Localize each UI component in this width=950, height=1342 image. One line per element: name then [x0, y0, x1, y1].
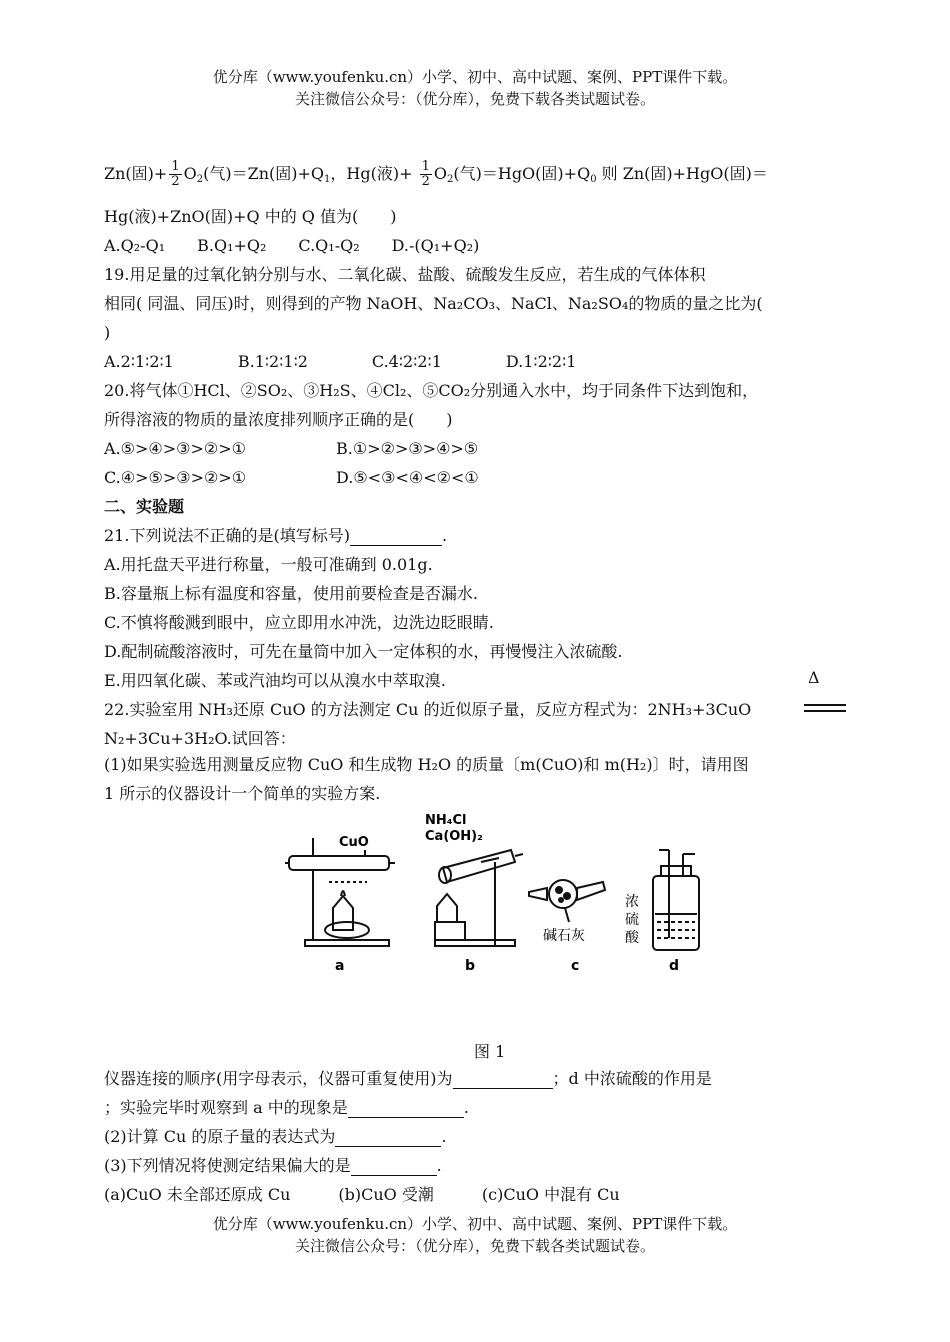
q18-options: A.Q₂-Q₁ B.Q₁+Q₂ C.Q₁-Q₂ D.-(Q₁+Q₂)	[104, 236, 480, 255]
q20-line-1: 20.将气体①HCl、②SO₂、③H₂S、④Cl₂、⑤CO₂分别通入水中，均于同条件下达到饱和，	[104, 381, 759, 400]
figure-caption: 图 1	[474, 1042, 506, 1061]
q18-equation-line: Zn(固)+ $\frac{1}{2}$ $O_2$(气)＝Zn(固)$+Q_1$，Hg(液)+ $\frac{1}{2}$ $O_2$(气)＝HgO(固)$+Q_0$ 则 Zn(固)+HgO(固)＝	[104, 159, 768, 189]
q18-line-2: Hg(液)+ZnO(固)+Q 中的 Q 值为( )	[104, 207, 397, 226]
apparatus-a	[285, 838, 395, 946]
q22-answer-line-1: 仪器连接的顺序(用字母表示，仪器可重复使用)为 ；d 中浓硫酸的作用是	[104, 1069, 712, 1088]
q19-line-1: 19.用足量的过氧化钠分别与水、二氧化碳、盐酸、硫酸发生反应，若生成的气体体积	[104, 265, 706, 284]
q22-answer-line-2: ；实验完毕时观察到 a 中的现象是 .	[104, 1098, 469, 1117]
q21-option-c: C.不慎将酸溅到眼中，应立即用水冲洗，边洗边眨眼睛.	[104, 613, 494, 632]
q20-option-d: D.⑤<③<④<②<①	[336, 468, 479, 487]
q18-text: Zn(固)+	[104, 164, 168, 183]
section-title: 二、实验题	[104, 497, 185, 516]
label-conc-3: 酸	[625, 930, 639, 946]
label-cuo: CuO	[339, 835, 369, 850]
header-line-1: 优分库（www.youfenku.cn）小学、初中、高中试题、案例、PPT课件下载。	[212, 68, 738, 86]
answer-blank-bias[interactable]	[351, 1157, 437, 1176]
q20-option-b: B.①>②>③>④>⑤	[336, 439, 479, 458]
q22-line-4: 1 所示的仪器设计一个简单的实验方案.	[104, 784, 381, 803]
q19-line-3: )	[104, 323, 111, 342]
q22-part-2: (2)计算 Cu 的原子量的表达式为 .	[104, 1127, 447, 1146]
q20-line-2: 所得溶液的物质的量浓度排列顺序正确的是( )	[104, 410, 453, 429]
apparatus-c	[529, 880, 605, 922]
q21-option-e: E.用四氧化碳、苯或汽油均可以从溴水中萃取溴.	[104, 671, 446, 690]
q22-part-3: (3)下列情况将使测定结果偏大的是 .	[104, 1156, 442, 1175]
label-soda-lime: 碱石灰	[543, 928, 585, 944]
label-b: b	[465, 958, 476, 974]
label-nh4cl: NH₄Cl	[425, 813, 467, 828]
apparatus-figure	[285, 810, 705, 980]
footer-line-2: 关注微信公众号：（优分库），免费下载各类试题试卷。	[294, 1237, 655, 1255]
fraction-half-2: $\frac{1}{2}$	[421, 159, 430, 189]
q20-option-a: A.⑤>④>③>②>①	[104, 439, 246, 458]
q22-line-1: 22.实验室用 NH₃还原 CuO 的方法测定 Cu 的近似原子量，反应方程式为：2NH₃+3CuO	[104, 700, 752, 719]
label-d: d	[669, 958, 680, 974]
q21-stem: 21.下列说法不正确的是(填写标号) .	[104, 526, 448, 545]
answer-blank-phenomenon[interactable]	[348, 1099, 464, 1118]
apparatus-d	[653, 850, 699, 950]
q22-line-2: N₂+3Cu+3H₂O.试回答：	[104, 729, 296, 748]
answer-blank-order[interactable]	[453, 1070, 553, 1089]
label-conc-2: 硫	[625, 912, 639, 928]
q22-line-3: (1)如果实验选用测量反应物 CuO 和生成物 H₂O 的质量〔m(CuO)和 m(H₂)〕时，请用图	[104, 755, 749, 774]
apparatus-b	[435, 850, 523, 946]
q21-option-d: D.配制硫酸溶液时，可先在量筒中加入一定体积的水，再慢慢注入浓硫酸.	[104, 642, 623, 661]
q22-part-3-options: (a)CuO 未全部还原成 Cu (b)CuO 受潮 (c)CuO 中混有 Cu	[104, 1185, 620, 1204]
label-caoh2: Ca(OH)₂	[425, 829, 483, 844]
q20-option-c: C.④>⑤>③>②>①	[104, 468, 247, 487]
answer-blank[interactable]	[350, 527, 442, 546]
q21-option-b: B.容量瓶上标有温度和容量，使用前要检查是否漏水.	[104, 584, 478, 603]
q21-option-a: A.用托盘天平进行称量，一般可准确到 0.01g.	[104, 555, 433, 574]
q19-line-2: 相同( 同温、同压)时，则得到的产物 NaOH、Na₂CO₃、NaCl、Na₂SO₄的物质的量之比为(	[104, 294, 763, 313]
header-line-2: 关注微信公众号：（优分库），免费下载各类试题试卷。	[294, 90, 655, 108]
fraction-half: $\frac{1}{2}$	[171, 159, 180, 189]
answer-blank-expression[interactable]	[335, 1128, 441, 1147]
equation-equals-sign	[804, 704, 846, 712]
q19-options: A.2∶1∶2∶1 B.1∶2∶1∶2 C.4∶2∶2∶1 D.1∶2∶2∶1	[104, 352, 577, 371]
label-a: a	[335, 958, 345, 974]
label-c: c	[571, 958, 580, 974]
footer-line-1: 优分库（www.youfenku.cn）小学、初中、高中试题、案例、PPT课件下载。	[212, 1215, 738, 1233]
delta-symbol: Δ	[808, 668, 820, 687]
label-conc-1: 浓	[625, 894, 639, 910]
